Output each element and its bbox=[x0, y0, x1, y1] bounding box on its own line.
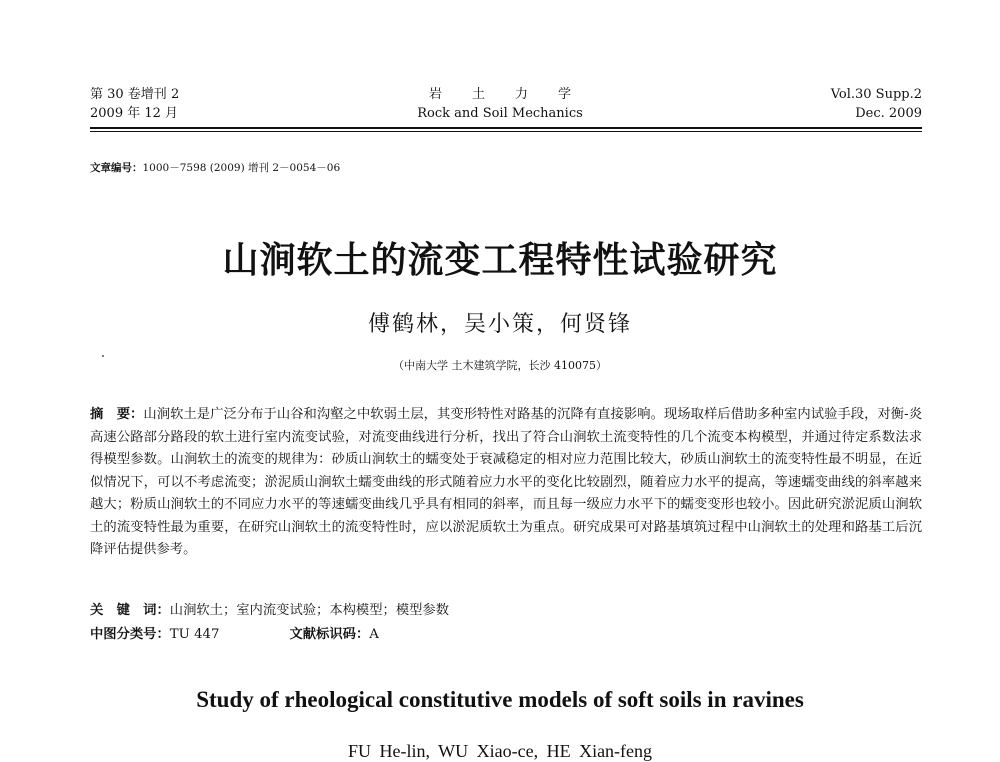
title-cn: 山涧软土的流变工程特性试验研究 bbox=[222, 240, 778, 281]
affiliation-cn: （中南大学 土木建筑学院，长沙 410075） bbox=[393, 359, 607, 372]
keywords bbox=[90, 601, 449, 621]
title-en: Study of rheological constitutive models of soft soils in ravines bbox=[196, 687, 804, 712]
document-code-value: A bbox=[369, 627, 379, 642]
article-number bbox=[90, 160, 340, 175]
header-rule-thin bbox=[90, 131, 922, 132]
abstract-text: 山涧软土是广泛分布于山谷和沟壑之中软弱土层，其变形特性对路基的沉降有直接影响。现场取样后借助多种室内试验手段，对衡-炎高速公路部分路段的软土进行室内流变试验，对流变曲线进行分析，找出了符合山涧软土流变特性的几个流变本构模型，并通过待定系数法求得模型参数。山涧软土的流变的规律为：砂质山涧软土的蠕变处于衰减稳定的相对应力范围比较大，砂质山涧软土的流变特性最不明显，在近似情况下，可以不考虑流变；淤泥质山涧软土蠕变曲线的形式随着应力水平的变化比较剧烈，随着应力水平的提高，等速蠕变曲线的斜率越来越大；粉质山涧软土的不同应力水平的等速蠕变曲线几乎具有相同的斜率，而且每一级应力水平下的蠕变变形也较小。因此研究淤泥质山涧软土的流变特性最为重要，在研究山涧软土的流变特性时，应以淤泥质软土为重点。研究成果可对路基填筑过程中山涧软土的处理和路基工后沉降评估提供参考。 bbox=[90, 407, 922, 557]
date-cn: 2009 年 12 月 bbox=[90, 106, 179, 121]
keywords-label: 关 键 词： bbox=[90, 603, 170, 618]
classification-value: TU 447 bbox=[169, 627, 220, 642]
volume-cn: 第 30 卷增刊 2 bbox=[90, 87, 180, 102]
article-number-label: 文章编号： bbox=[90, 162, 143, 174]
keywords-text: 山涧软土；室内流变试验；本构模型；模型参数 bbox=[169, 603, 450, 618]
authors-en: FU He-lin, WU Xiao-ce, HE Xian-feng bbox=[347, 741, 653, 761]
journal-name-cn: 岩土力学 bbox=[428, 87, 601, 102]
journal-name-en: Rock and Soil Mechanics bbox=[417, 106, 583, 121]
date-en: Dec. 2009 bbox=[855, 106, 922, 121]
abstract-label: 摘 要： bbox=[90, 407, 144, 422]
header-rule-thick bbox=[90, 127, 922, 129]
volume-en: Vol.30 Supp.2 bbox=[830, 87, 922, 102]
article-number-value: 1000－7598 (2009) 增刊 2－0054－06 bbox=[142, 162, 341, 174]
authors-cn: 傅鹤林，吴小策，何贤锋 bbox=[367, 312, 632, 337]
document-code-label: 文献标识码： bbox=[289, 627, 370, 642]
abstract bbox=[90, 404, 922, 562]
header-right bbox=[831, 85, 922, 123]
classification-label: 中图分类号： bbox=[90, 627, 170, 642]
classification-row bbox=[90, 625, 379, 645]
